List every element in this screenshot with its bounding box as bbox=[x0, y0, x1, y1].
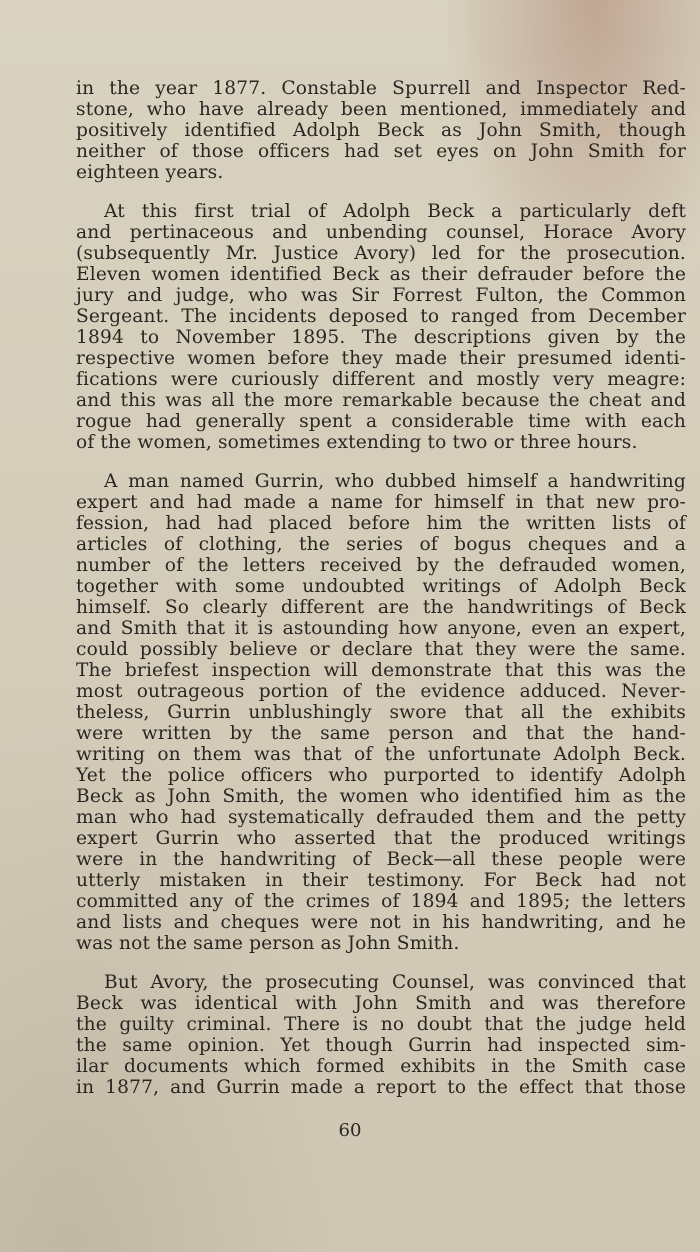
text-line: stone, who have already been mentioned, immediately and bbox=[76, 99, 686, 120]
text-line: But Avory, the prosecuting Counsel, was convinced that bbox=[104, 972, 686, 993]
text-line: Eleven women identified Beck as their defrauder before the bbox=[76, 264, 686, 285]
text-line: rogue had generally spent a considerable time with each bbox=[76, 411, 686, 432]
text-line: Beck as John Smith, the women who identified him as the bbox=[76, 786, 686, 807]
text-line: the guilty criminal. There is no doubt that the judge held bbox=[76, 1014, 686, 1035]
paragraph bbox=[76, 201, 686, 453]
text-line: and this was all the more remarkable because the cheat and bbox=[76, 390, 686, 411]
text-line: Sergeant. The incidents deposed to ranged from December bbox=[76, 306, 686, 327]
text-line: most outrageous portion of the evidence adduced. Never- bbox=[76, 681, 686, 702]
text-line: himself. So clearly different are the handwritings of Beck bbox=[76, 597, 686, 618]
text-line: positively identified Adolph Beck as John Smith, though bbox=[76, 120, 686, 141]
text-line: fications were curiously different and mostly very meagre: bbox=[76, 369, 686, 390]
text-line: eighteen years. bbox=[76, 162, 224, 183]
text-line: A man named Gurrin, who dubbed himself a handwriting bbox=[104, 471, 686, 492]
paragraph bbox=[76, 78, 686, 183]
text-line: of the women, sometimes extending to two or three hours. bbox=[76, 432, 638, 453]
text-line: and Smith that it is astounding how anyone, even an expert, bbox=[76, 618, 686, 639]
text-line: was not the same person as John Smith. bbox=[76, 933, 460, 954]
body-text bbox=[76, 78, 686, 1098]
text-line: 1894 to November 1895. The descriptions given by the bbox=[76, 327, 686, 348]
paragraph bbox=[76, 471, 686, 954]
text-line: The briefest inspection will demonstrate that this was the bbox=[76, 660, 686, 681]
text-line: articles of clothing, the series of bogus cheques and a bbox=[76, 534, 686, 555]
text-line: writing on them was that of the unfortunate Adolph Beck. bbox=[76, 744, 686, 765]
text-line: fession, had had placed before him the written lists of bbox=[76, 513, 686, 534]
text-line: expert Gurrin who asserted that the produced writings bbox=[76, 828, 686, 849]
paragraph bbox=[76, 972, 686, 1098]
text-line: and pertinaceous and unbending counsel, Horace Avory bbox=[76, 222, 686, 243]
text-line: Yet the police officers who purported to identify Adolph bbox=[76, 765, 686, 786]
text-line: in 1877, and Gurrin made a report to the effect that those bbox=[76, 1077, 686, 1098]
text-line: were in the handwriting of Beck—all these people were bbox=[76, 849, 686, 870]
text-line: were written by the same person and that the hand- bbox=[76, 723, 686, 744]
text-line: neither of those officers had set eyes on John Smith for bbox=[76, 141, 686, 162]
text-line: utterly mistaken in their testimony. For Beck had not bbox=[76, 870, 686, 891]
text-line: together with some undoubted writings of Adolph Beck bbox=[76, 576, 686, 597]
page-number: 60 bbox=[338, 1120, 362, 1141]
text-line: Beck was identical with John Smith and was therefore bbox=[76, 993, 686, 1014]
text-line: number of the letters received by the defrauded women, bbox=[76, 555, 686, 576]
text-line: respective women before they made their presumed identi- bbox=[76, 348, 686, 369]
text-line: and lists and cheques were not in his handwriting, and he bbox=[76, 912, 686, 933]
text-line: man who had systematically defrauded them and the petty bbox=[76, 807, 686, 828]
text-line: theless, Gurrin unblushingly swore that all the exhibits bbox=[76, 702, 686, 723]
text-line: ilar documents which formed exhibits in the Smith case bbox=[76, 1056, 686, 1077]
text-line: (subsequently Mr. Justice Avory) led for the prosecution. bbox=[76, 243, 686, 264]
text-line: jury and judge, who was Sir Forrest Fulton, the Common bbox=[76, 285, 686, 306]
text-line: in the year 1877. Constable Spurrell and Inspector Red- bbox=[76, 78, 686, 99]
text-line: committed any of the crimes of 1894 and 1895; the letters bbox=[76, 891, 686, 912]
text-line: the same opinion. Yet though Gurrin had inspected sim- bbox=[76, 1035, 686, 1056]
text-line: At this first trial of Adolph Beck a particularly deft bbox=[104, 201, 686, 222]
text-line: could possibly believe or declare that they were the same. bbox=[76, 639, 686, 660]
text-line: expert and had made a name for himself in that new pro- bbox=[76, 492, 686, 513]
